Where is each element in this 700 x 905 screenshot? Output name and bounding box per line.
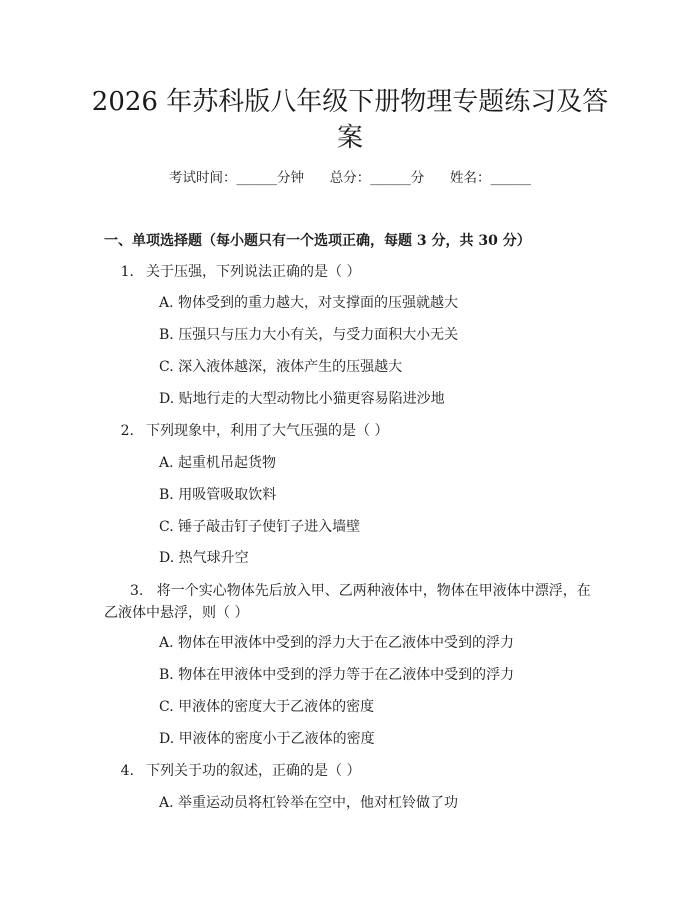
question-2 bbox=[104, 421, 624, 441]
question-4 bbox=[104, 761, 624, 781]
option-2c: C. 锤子敲击钉子使钉子进入墙壁 bbox=[159, 519, 361, 535]
option-2a: A. 起重机吊起货物 bbox=[159, 455, 277, 471]
question-stem: 将一个实心物体先后放入甲、乙两种液体中，物体在甲液体中漂浮，在乙液体中悬浮，则（ ） bbox=[104, 583, 591, 621]
option-3b: B. 物体在甲液体中受到的浮力等于在乙液体中受到的浮力 bbox=[159, 667, 515, 683]
question-1 bbox=[104, 262, 624, 282]
option-1d: D. 贴地行走的大型动物比小猫更容易陷进沙地 bbox=[159, 391, 445, 407]
option-3d: D. 甲液体的密度小于乙液体的密度 bbox=[159, 731, 375, 747]
section-heading: 一、单项选择题（每小题只有一个选项正确，每题 3 分，共 30 分） bbox=[104, 233, 531, 249]
exam-info-line: 考试时间：______分钟 总分：______分 姓名：______ bbox=[169, 170, 531, 186]
option-4a: A. 举重运动员将杠铃举在空中，他对杠铃做了功 bbox=[159, 795, 459, 811]
option-3a: A. 物体在甲液体中受到的浮力大于在乙液体中受到的浮力 bbox=[159, 635, 515, 651]
question-stem: 关于压强，下列说法正确的是（ ） bbox=[146, 264, 361, 280]
question-3 bbox=[104, 580, 604, 624]
question-number: 1. bbox=[120, 264, 134, 280]
option-2b: B. 用吸管吸取饮料 bbox=[159, 487, 277, 503]
option-2d: D. 热气球升空 bbox=[159, 550, 249, 566]
option-1a: A. 物体受到的重力越大，对支撑面的压强就越大 bbox=[159, 295, 459, 311]
question-number: 4. bbox=[120, 763, 134, 779]
document-title: 2026 年苏科版八年级下册物理专题练习及答案 bbox=[91, 87, 609, 153]
option-3c: C. 甲液体的密度大于乙液体的密度 bbox=[159, 699, 375, 715]
question-number: 3. bbox=[130, 583, 144, 599]
question-number: 2. bbox=[120, 423, 134, 439]
option-1b: B. 压强只与压力大小有关，与受力面积大小无关 bbox=[159, 327, 459, 343]
question-stem: 下列现象中，利用了大气压强的是（ ） bbox=[146, 423, 389, 439]
question-stem: 下列关于功的叙述，正确的是（ ） bbox=[146, 763, 361, 779]
option-1c: C. 深入液体越深，液体产生的压强越大 bbox=[159, 359, 403, 375]
